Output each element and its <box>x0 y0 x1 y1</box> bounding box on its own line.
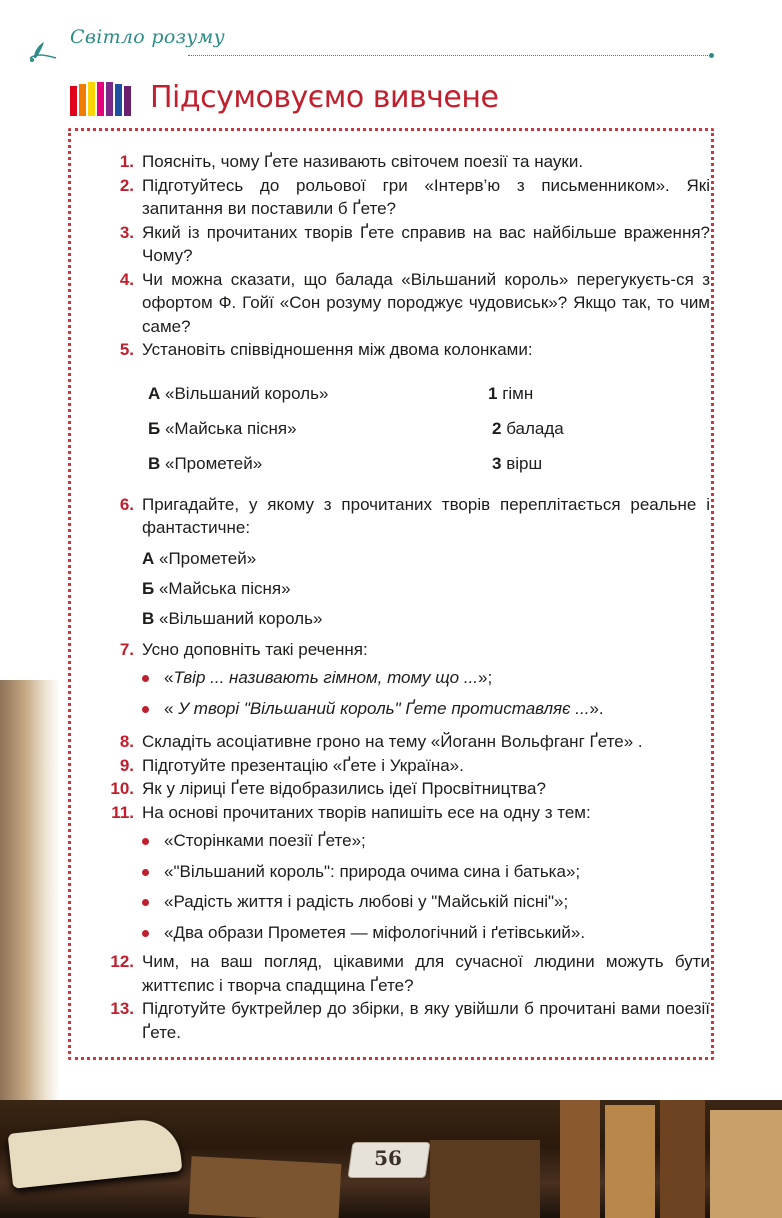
question-text: Як у ліриці Ґете відобразились ідеї Просвітництва? <box>142 779 546 798</box>
question-number: 2. <box>119 175 134 195</box>
question-text: Установіть співвідношення між двома колонками: <box>142 340 533 359</box>
question-3 <box>68 221 714 268</box>
question-8 <box>68 730 714 754</box>
question-1 <box>68 150 714 174</box>
question-number: 13. <box>110 999 134 1018</box>
question-7 <box>68 638 714 662</box>
question-text: На основі прочитаних творів напишіть есе на одну з тем: <box>142 802 591 822</box>
matching-right-item: 2 балада <box>492 418 564 438</box>
question-text: Поясніть, чому Ґете називають світочем поезії та науки. <box>142 152 584 171</box>
question-number: 9. <box>119 755 134 775</box>
questions-list <box>68 150 714 1044</box>
question-text: Чи можна сказати, що балада «Вільшаний король» перегукуєть-ся з офортом Ф. Гойї «Сон розуму породжує чудовиськ»? Якщо так, то чим саме? <box>142 269 710 336</box>
brand-title: Світло розуму <box>70 26 225 48</box>
page-number: 56 <box>374 1146 402 1170</box>
option-item: В «Вільшаний король» <box>142 608 323 628</box>
question-text: Підготуйте презентацію «Ґете і Україна». <box>142 755 464 775</box>
quill-ornament-icon <box>28 36 58 66</box>
matching-left-item: В «Прометей» <box>148 453 263 473</box>
question-number: 3. <box>119 222 134 242</box>
rainbow-stripes-icon <box>70 80 132 120</box>
matching-left-item: А «Вільшаний король» <box>148 383 329 403</box>
question-4 <box>68 268 714 339</box>
question-number: 4. <box>119 269 134 289</box>
question-9 <box>68 754 714 778</box>
bullet-item: « У творі "Вільшаний король" Ґете протиставляє ...». <box>68 694 714 725</box>
section-title: Підсумовуємо вивчене <box>150 80 499 115</box>
bullet-item: «Два образи Прометея — міфологічний і ґетівський». <box>68 918 714 949</box>
question-13 <box>68 997 714 1044</box>
q11-topics <box>68 826 714 948</box>
header-rule <box>188 55 710 56</box>
open-book-illustration <box>8 1116 183 1188</box>
question-11 <box>68 801 714 825</box>
book-illustration <box>560 1100 600 1218</box>
matching-row <box>148 376 714 411</box>
question-text: Чим, на ваш погляд, цікавими для сучасної людини можуть бути життєпис і творча спадщина Ґете? <box>142 952 710 995</box>
question-number: 8. <box>119 732 134 751</box>
question-text: Який із прочитаних творів Ґете справив на вас найбільше враження? Чому? <box>142 222 710 265</box>
book-illustration <box>710 1110 782 1218</box>
matching-right-item: 3 вірш <box>492 453 543 473</box>
question-12 <box>68 950 714 997</box>
matching-right-item: 1 гімн <box>488 383 534 403</box>
question-text: Підготуйтесь до рольової гри «Інтерв’ю з письменником». Які запитання ви поставили б Ґете? <box>142 175 710 218</box>
question-2 <box>68 174 714 221</box>
question-number: 6. <box>119 494 134 514</box>
option-item: Б «Майська пісня» <box>142 578 291 598</box>
question-number: 1. <box>119 152 134 171</box>
matching-left-item: Б «Майська пісня» <box>148 418 297 438</box>
matching-row <box>148 446 714 481</box>
decorative-painting-left <box>0 680 60 1100</box>
book-illustration <box>430 1140 540 1218</box>
question-number: 7. <box>119 639 134 659</box>
q6-options <box>68 544 714 634</box>
matching-table <box>68 376 714 481</box>
bullet-item: «Твір ... називають гімном, тому що ...»; <box>68 663 714 694</box>
book-illustration <box>605 1105 655 1218</box>
question-number: 5. <box>119 340 134 359</box>
question-text: Усно доповніть такі речення: <box>142 639 368 659</box>
book-illustration <box>660 1100 705 1218</box>
question-5 <box>68 338 714 362</box>
question-text: Підготуйте буктрейлер до збірки, в яку увійшли б прочитані вами поезії Ґете. <box>142 999 710 1042</box>
bullet-item: «Радість життя і радість любові у "Майській пісні"»; <box>68 887 714 918</box>
option-item: А «Прометей» <box>142 548 257 568</box>
matching-row <box>148 411 714 446</box>
question-number: 12. <box>110 952 134 971</box>
question-number: 11. <box>111 802 134 822</box>
question-10 <box>68 777 714 801</box>
question-number: 10. <box>110 779 134 798</box>
bullet-item: «Сторінками поезії Ґете»; <box>68 826 714 857</box>
question-6 <box>68 493 714 540</box>
book-illustration <box>189 1156 342 1218</box>
page-header <box>0 0 782 70</box>
question-text: Складіть асоціативне гроно на тему «Йоганн Вольфганг Ґете» . <box>142 732 643 751</box>
q7-items <box>68 663 714 724</box>
bullet-item: «"Вільшаний король": природа очима сина і батька»; <box>68 857 714 888</box>
question-text: Пригадайте, у якому з прочитаних творів переплітається реальне і фантастичне: <box>142 494 710 537</box>
